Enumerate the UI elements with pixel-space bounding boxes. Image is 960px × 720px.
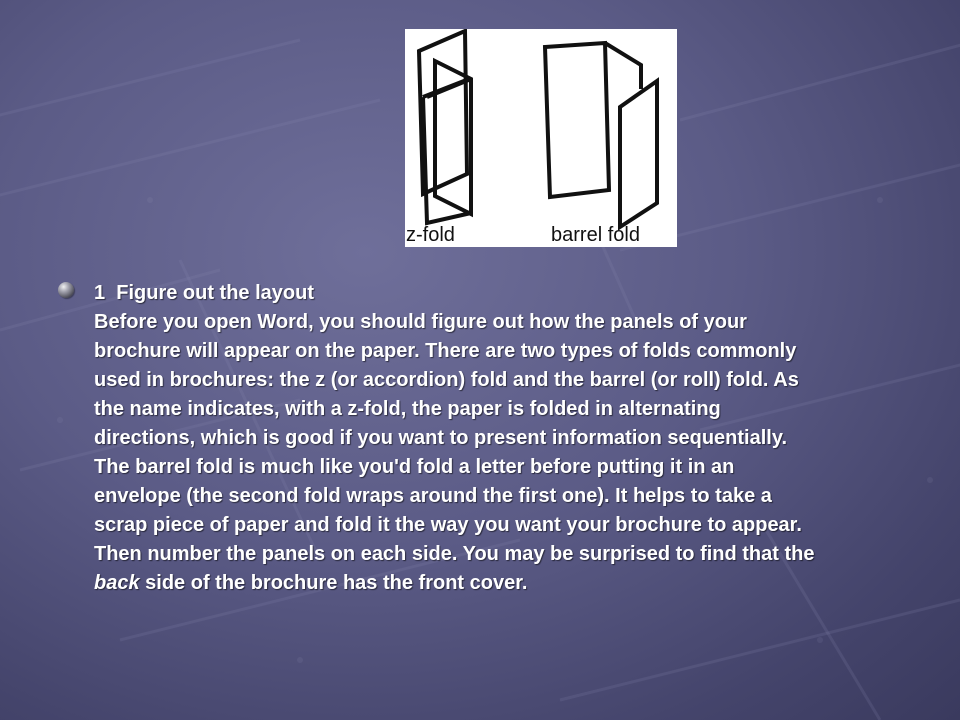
text-line: envelope (the second fold wraps around the first one). It helps to take a — [94, 485, 772, 507]
fold-illustration — [405, 29, 677, 247]
text-line: directions, which is good if you want to present information sequentially. — [94, 427, 788, 449]
bullet-icon — [58, 282, 74, 298]
text-line: used in brochures: the z (or accordion) fold and the barrel (or roll) fold. As — [94, 369, 799, 391]
fold-drawings — [405, 29, 677, 247]
text-line: Then number the panels on each side. You may be surprised to find that the — [94, 543, 815, 565]
text-line-last — [94, 569, 924, 598]
barrel-fold-left-panel — [545, 43, 609, 197]
barrel-fold-right-panel — [620, 81, 657, 227]
text-line: scrap piece of paper and fold it the way you want your brochure to appear. — [94, 514, 802, 536]
body-text — [94, 279, 924, 598]
text-line: brochure will appear on the paper. There are two types of folds commonly — [94, 340, 797, 362]
barrel-fold-label: barrel fold — [551, 224, 640, 246]
section-heading: 1 Figure out the layout — [94, 282, 315, 304]
z-fold-label: z-fold — [406, 224, 455, 246]
text-line: the name indicates, with a z-fold, the paper is folded in alternating — [94, 398, 721, 420]
last-line-rest: side of the brochure has the front cover. — [139, 572, 528, 594]
text-line: Before you open Word, you should figure out how the panels of your — [94, 311, 747, 333]
emphasis-back: back — [94, 572, 140, 594]
text-line: The barrel fold is much like you'd fold a letter before putting it in an — [94, 456, 735, 478]
barrel-fold-middle-panel — [605, 43, 641, 89]
